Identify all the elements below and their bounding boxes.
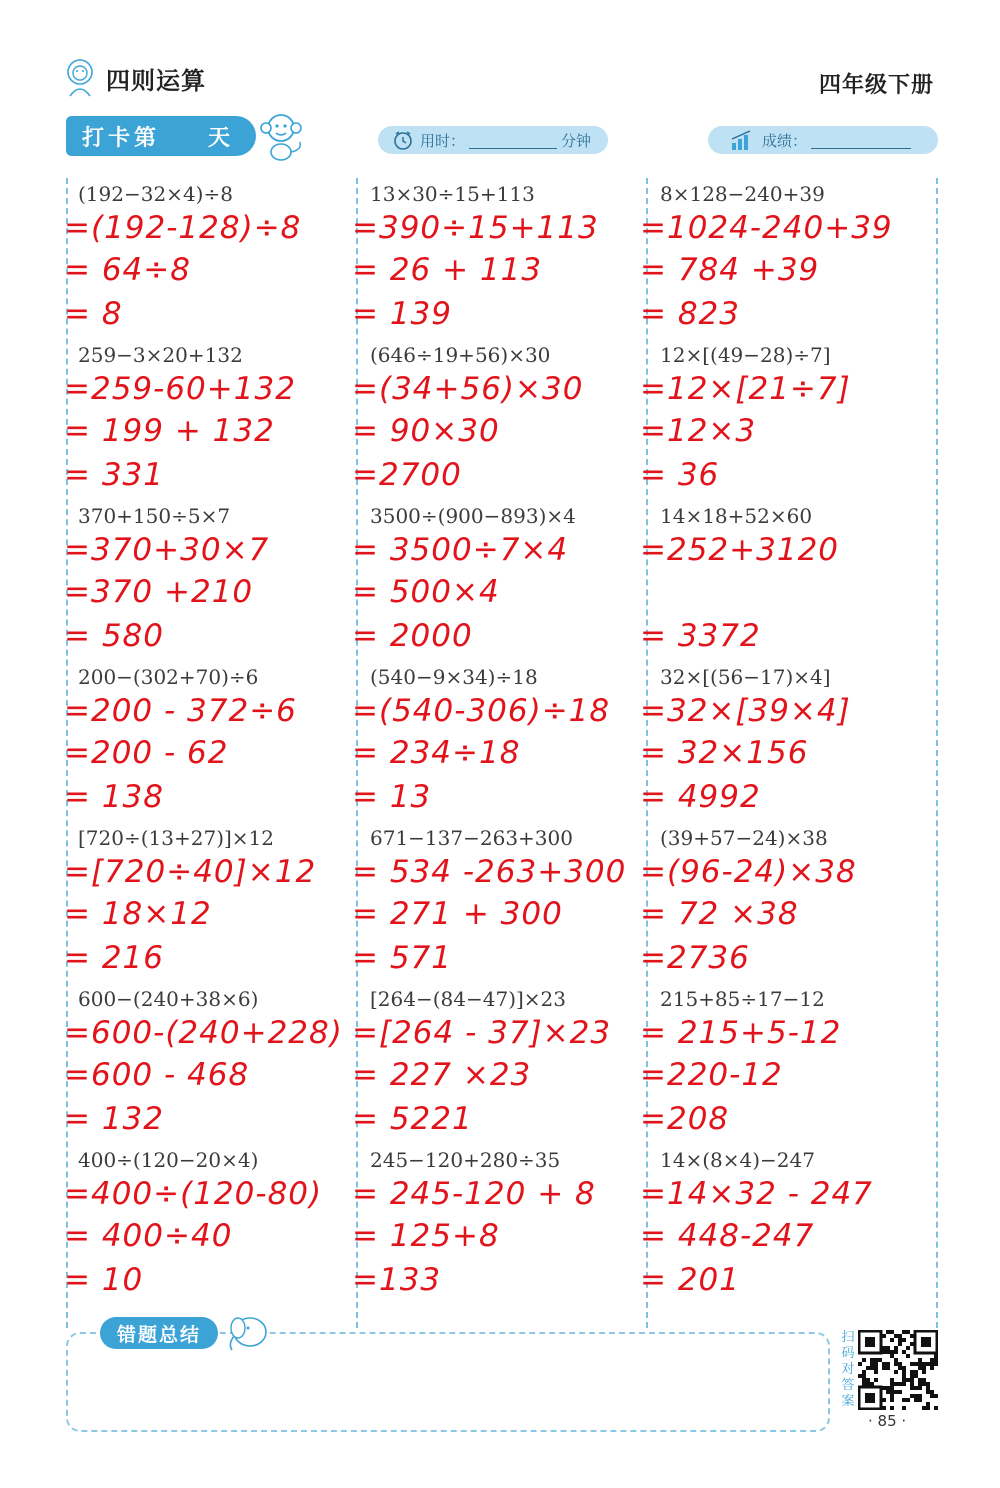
handwritten-step: =14×32 - 247 [640, 1176, 873, 1212]
problem-expression: 245−120+280÷35 [370, 1148, 561, 1172]
handwritten-step: = 215+5-12 [640, 1015, 842, 1051]
handwritten-step: =259-60+132 [64, 371, 296, 407]
time-input-line[interactable] [469, 132, 557, 149]
handwritten-step: = 125+8 [352, 1218, 500, 1254]
handwritten-step: = 138 [64, 779, 164, 815]
problem-expression: 14×18+52×60 [660, 504, 813, 528]
handwritten-step: = 201 [640, 1262, 740, 1298]
handwritten-step: = 18×12 [64, 896, 212, 932]
handwritten-step: = 448-247 [640, 1218, 815, 1254]
handwritten-step: =600 - 468 [64, 1057, 250, 1093]
handwritten-step: =600-(240+228) [64, 1015, 343, 1051]
problem-expression: [720÷(13+27)]×12 [78, 826, 275, 850]
handwritten-step: =1024-240+39 [640, 210, 893, 246]
problem-expression: (646÷19+56)×30 [370, 343, 551, 367]
handwritten-step: = 90×30 [352, 413, 500, 449]
monkey-mascot-icon [254, 110, 308, 162]
page-number: · 85 · [868, 1412, 907, 1430]
handwritten-step: = 500×4 [352, 574, 500, 610]
summary-label: 错题总结 [100, 1317, 218, 1349]
handwritten-step: =12×[21÷7] [640, 371, 851, 407]
problem-expression: 8×128−240+39 [660, 182, 825, 206]
handwritten-step: =(96-24)×38 [640, 854, 857, 890]
problem-expression: (39+57−24)×38 [660, 826, 828, 850]
problem-expression: 3500÷(900−893)×4 [370, 504, 576, 528]
handwritten-step: =220-12 [640, 1057, 783, 1093]
handwritten-step: = 199 + 132 [64, 413, 275, 449]
score-label: 成绩： [762, 131, 808, 150]
handwritten-step: = 3500÷7×4 [352, 532, 569, 568]
handwritten-step: = 784 +39 [640, 252, 820, 288]
problem-expression: 600−(240+38×6) [78, 987, 259, 1011]
problem-expression: 215+85÷17−12 [660, 987, 825, 1011]
handwritten-step: = 36 [640, 457, 720, 493]
handwritten-step: = 2000 [352, 618, 473, 654]
handwritten-step: =200 - 372÷6 [64, 693, 297, 729]
punch-card-banner [66, 116, 256, 156]
handwritten-step: = 216 [64, 940, 164, 976]
problem-expression: [264−(84−47)]×23 [370, 987, 567, 1011]
handwritten-step: = 227 ×23 [352, 1057, 532, 1093]
handwritten-step: = 400÷40 [64, 1218, 233, 1254]
problem-expression: 400÷(120−20×4) [78, 1148, 259, 1172]
handwritten-step: =200 - 62 [64, 735, 229, 771]
section-title: 四则运算 [106, 66, 206, 95]
handwritten-step: =(540-306)÷18 [352, 693, 611, 729]
handwritten-step: =2736 [640, 940, 750, 976]
handwritten-step: =133 [352, 1262, 442, 1298]
lion-mascot-icon [62, 58, 98, 98]
handwritten-step: =32×[39×4] [640, 693, 851, 729]
handwritten-step: = 245-120 + 8 [352, 1176, 596, 1212]
handwritten-step: =2700 [352, 457, 462, 493]
handwritten-step: = 10 [64, 1262, 144, 1298]
handwritten-step: = 5221 [352, 1101, 473, 1137]
handwritten-step: = 534 -263+300 [352, 854, 627, 890]
problem-expression: (540−9×34)÷18 [370, 665, 538, 689]
time-field [378, 126, 608, 154]
handwritten-step: =[720÷40]×12 [64, 854, 317, 890]
score-input-line[interactable] [811, 132, 911, 149]
problem-expression: 13×30÷15+113 [370, 182, 535, 206]
problem-expression: 671−137−263+300 [370, 826, 573, 850]
elephant-mascot-icon [222, 1310, 272, 1352]
handwritten-step: =370+30×7 [64, 532, 270, 568]
handwritten-step: = 13 [352, 779, 432, 815]
handwritten-step: = 32×156 [640, 735, 809, 771]
handwritten-step: = 26 + 113 [352, 252, 543, 288]
column-divider [936, 178, 938, 1328]
handwritten-step: =[264 - 37]×23 [352, 1015, 612, 1051]
handwritten-step: = 271 + 300 [352, 896, 563, 932]
handwritten-step: =400÷(120-80) [64, 1176, 323, 1212]
handwritten-step: =390÷15+113 [352, 210, 599, 246]
score-chart-icon [730, 129, 754, 151]
time-label: 用时： [420, 131, 466, 150]
handwritten-step: =(34+56)×30 [352, 371, 584, 407]
handwritten-step: = 3372 [640, 618, 761, 654]
handwritten-step: = 64÷8 [64, 252, 191, 288]
handwritten-step: = 139 [352, 296, 452, 332]
punch-card-suffix: 天 [208, 125, 231, 151]
handwritten-step: =370 +210 [64, 574, 254, 610]
problem-expression: 12×[(49−28)÷7] [660, 343, 831, 367]
punch-card-prefix: 打卡第 [82, 125, 161, 151]
handwritten-step: = 571 [352, 940, 452, 976]
problem-expression: (192−32×4)÷8 [78, 182, 233, 206]
handwritten-step: = 823 [640, 296, 740, 332]
problem-expression: 200−(302+70)÷6 [78, 665, 259, 689]
header-section [62, 58, 206, 98]
handwritten-step: = 72 ×38 [640, 896, 799, 932]
problem-expression: 14×(8×4)−247 [660, 1148, 815, 1172]
handwritten-step: = 331 [64, 457, 164, 493]
handwritten-step: = 8 [64, 296, 123, 332]
handwritten-step: = 234÷18 [352, 735, 521, 771]
time-unit: 分钟 [561, 131, 592, 150]
handwritten-step: =(192-128)÷8 [64, 210, 302, 246]
problem-expression: 259−3×20+132 [78, 343, 243, 367]
problem-expression: 370+150÷5×7 [78, 504, 231, 528]
scan-for-answers-label: 扫码对答案 [841, 1330, 855, 1409]
grade-label: 四年级下册 [818, 73, 934, 98]
problem-expression: 32×[(56−17)×4] [660, 665, 831, 689]
handwritten-step: = 132 [64, 1101, 164, 1137]
handwritten-step: = 4992 [640, 779, 761, 815]
score-field [708, 126, 938, 154]
handwritten-step: =12×3 [640, 413, 757, 449]
handwritten-step: = 580 [64, 618, 164, 654]
alarm-clock-icon [392, 129, 414, 151]
qr-code-icon[interactable] [858, 1330, 938, 1410]
handwritten-step: =208 [640, 1101, 730, 1137]
handwritten-step: =252+3120 [640, 532, 840, 568]
